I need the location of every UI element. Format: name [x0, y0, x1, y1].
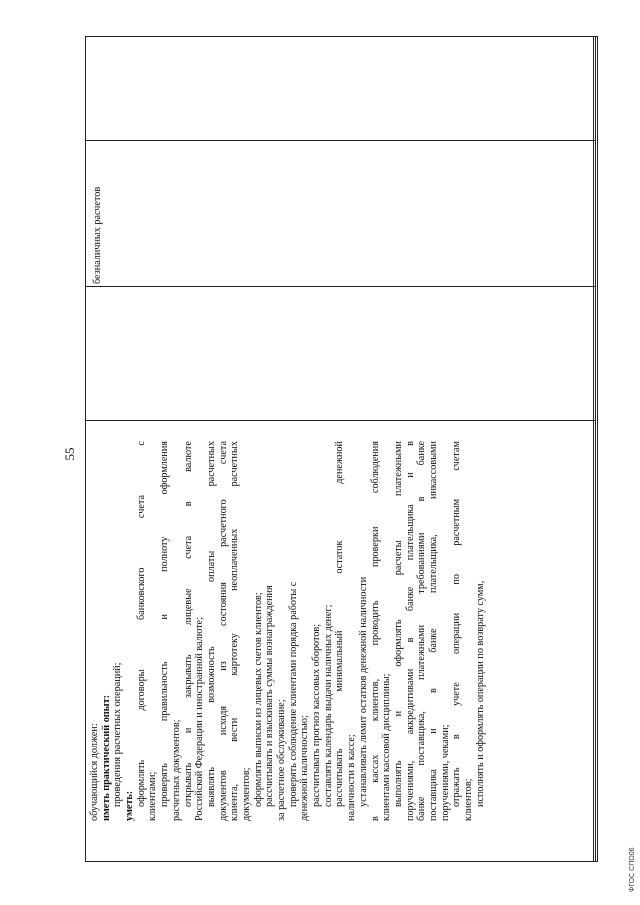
content-line: открывать и закрывать лицевые счета в валюте	[182, 441, 194, 807]
column-divider-2	[593, 37, 594, 861]
content-line: клиентами кассовой дисциплины;	[381, 673, 393, 821]
right-cell-text: безналичных расчетов	[92, 186, 103, 284]
content-line: банке поставщика, платежными требованиями в банке	[416, 441, 428, 821]
footer-code: ФГОС СПО06	[629, 847, 636, 892]
content-line: выполнять и оформлять расчеты платежными	[392, 441, 404, 807]
content-line: оформлять договоры банковского счета с	[135, 441, 147, 807]
content-line: поручениями, аккредитивами в банке плательщика и в	[404, 441, 416, 821]
content-line: иметь практический опыт:	[100, 694, 112, 821]
content-line: документов исходя из состояния расчетного счета	[217, 441, 229, 821]
content-line: проверять правильность и полноту оформления	[159, 441, 171, 807]
row-divider-3	[86, 140, 595, 141]
content-line: рассчитывать минимальный остаток денежной	[334, 441, 346, 807]
column-divider-1	[595, 37, 596, 861]
content-line: выявлять возможность оплаты расчетных	[205, 441, 217, 807]
content-line: оформлять выписки из лицевых счетов клиентов;	[252, 592, 264, 807]
content-line: уметь:	[124, 790, 136, 821]
row-divider-1	[86, 420, 595, 421]
content-line: проверять соблюдение клиентами порядка работы с	[287, 581, 299, 807]
content-line: рассчитывать и взыскивать суммы вознаграждения	[264, 585, 276, 807]
content-line: проведения расчетных операций;	[112, 662, 124, 807]
row-divider-2	[86, 286, 595, 287]
content-line: обучающийся должен:	[89, 723, 100, 821]
content-line: документов;	[240, 767, 252, 821]
content-line: клиентов;	[463, 778, 474, 821]
content-line: поставщика и в банке плательщика, инкассовыми	[427, 441, 439, 821]
document-table	[85, 36, 598, 862]
content-cell	[89, 441, 486, 821]
content-line: клиента, вести картотеку неоплаченных расчетных	[229, 441, 241, 821]
content-line: отражать в учете операции по расчетным счетам	[451, 441, 463, 807]
content-line: за расчетное обслуживание;	[276, 699, 287, 821]
content-line: денежной наличностью;	[299, 715, 311, 821]
content-line: расчетных документов;	[170, 719, 182, 821]
content-line: клиентами;	[147, 771, 159, 821]
content-line: исполнять и оформлять операции по возврату сумм,	[474, 580, 486, 807]
content-line: Российской Федерации и иностранной валюте;	[194, 616, 206, 821]
content-line: наличности в кассе;	[346, 734, 358, 821]
content-line: поручениями, чеками;	[439, 724, 451, 821]
content-line: составлять календарь выдачи наличных денег;	[322, 604, 334, 807]
page-number: 55	[62, 447, 77, 461]
content-line: в кассах клиентов, проводить проверки соблюдения	[369, 441, 381, 821]
content-line: рассчитывать прогноз кассовых оборотов;	[311, 623, 323, 807]
content-line: устанавливать лимит остатков денежной наличности	[357, 576, 369, 807]
